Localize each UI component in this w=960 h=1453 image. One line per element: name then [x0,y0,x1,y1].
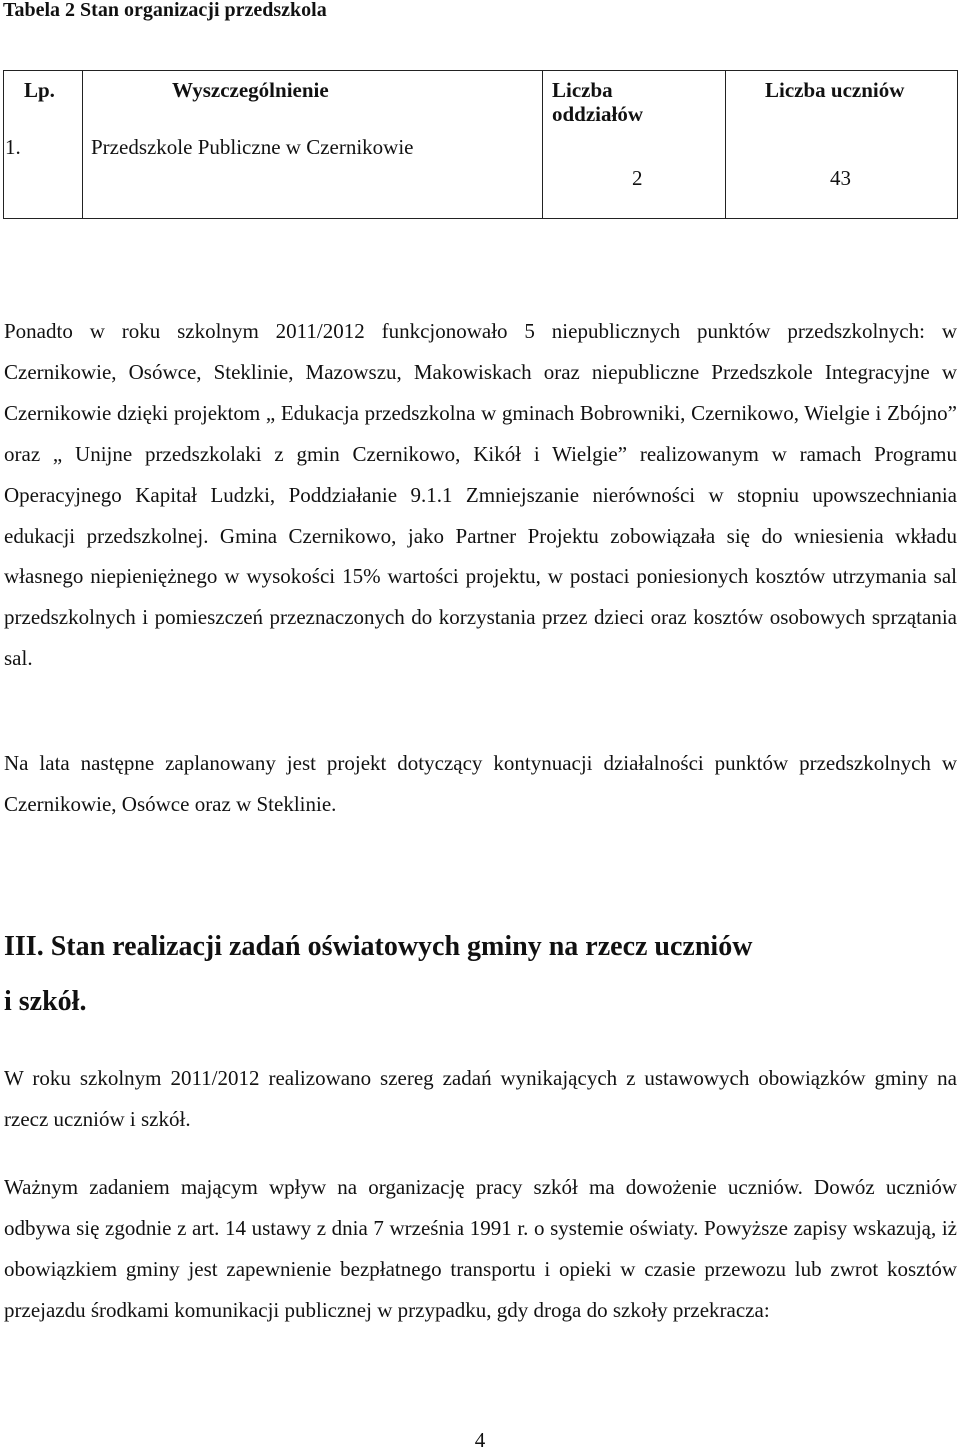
table-col-divider-3 [725,70,726,219]
section-heading-line2: i szkół. [4,986,87,1017]
header-oddzialy-line2: oddziałów [552,102,644,126]
header-wyszczegolnienie: Wyszczególnienie [172,78,329,102]
page-number: 4 [474,1428,486,1452]
row-oddzialy: 2 [632,166,643,190]
table-caption: Tabela 2 Stan organizacji przedszkola [3,0,327,21]
paragraph-dowozenie: Ważnym zadaniem mającym wpływ na organizację pracy szkół ma dowożenie uczniów. Dowóz uczniów odbywa się zgodnie z art. 14 ustawy z dnia 7 września 1991 r. o systemie oświaty. Powyższe zapisy wskazują, iż obowiązkiem gminy jest zapewnienie bezpłatnego transportu i opieki w czasie przewozu lub zwrot kosztów przejazdu środkami komunikacji publicznej w przypadku, gdy droga do szkoły przekracza: [4,1175,957,1322]
table-border-bottom [3,218,957,219]
row-uczniowie: 43 [830,166,851,190]
table-col-divider-2 [542,70,543,219]
paragraph-punkty-przedszkolne: Ponadto w roku szkolnym 2011/2012 funkcjonowało 5 niepublicznych punktów przedszkolnych: w Czernikowie, Osówce, Steklinie, Mazowszu, Makowiskach oraz niepubliczne Przedszkole Integracyjne w Czernikowie dzięki projektom „ Edukacja przedszkolna w gminach Bobrowniki, Czernikowo, Wielgie i Zbójno” oraz „ Unijne przedszkolaki z gmin Czernikowo, Kikół i Wielgie” realizowanym w ramach Programu Operacyjnego Kapitał Ludzki, Poddziałanie 9.1.1 Zmniejszanie nierówności w stopniu upowszechniania edukacji przedszkolnej. Gmina Czernikowo, jako Partner Projektu zobowiązała się do wniesienia wkładu własnego niepieniężnego w wysokości 15% wartości projektu, w postaci poniesionych kosztów utrzymania sal przedszkolnych i pomieszczeń przeznaczonych do korzystania przez dzieci oraz kosztów osobowych sprzątania sal. [4,319,957,671]
table-border-left [3,70,4,219]
header-lp: Lp. [24,78,55,102]
paragraph-lata-nastepne: Na lata następne zaplanowany jest projekt dotyczący kontynuacji działalności punktów przedszkolnych w Czernikowie, Osówce oraz w Steklinie. [4,751,957,816]
table-col-divider-1 [82,70,83,219]
table-border-top [3,70,957,71]
header-oddzialy-line1: Liczba [552,78,613,102]
row-name: Przedszkole Publiczne w Czernikowie [91,135,414,159]
paragraph-zadania: W roku szkolnym 2011/2012 realizowano szereg zadań wynikających z ustawowych obowiązków gminy na rzecz uczniów i szkół. [4,1066,957,1131]
table-border-right [957,70,958,219]
section-heading-line1: III. Stan realizacji zadań oświatowych gminy na rzecz uczniów [4,931,753,962]
row-lp: 1. [5,135,21,159]
header-uczniowie: Liczba uczniów [765,78,905,102]
